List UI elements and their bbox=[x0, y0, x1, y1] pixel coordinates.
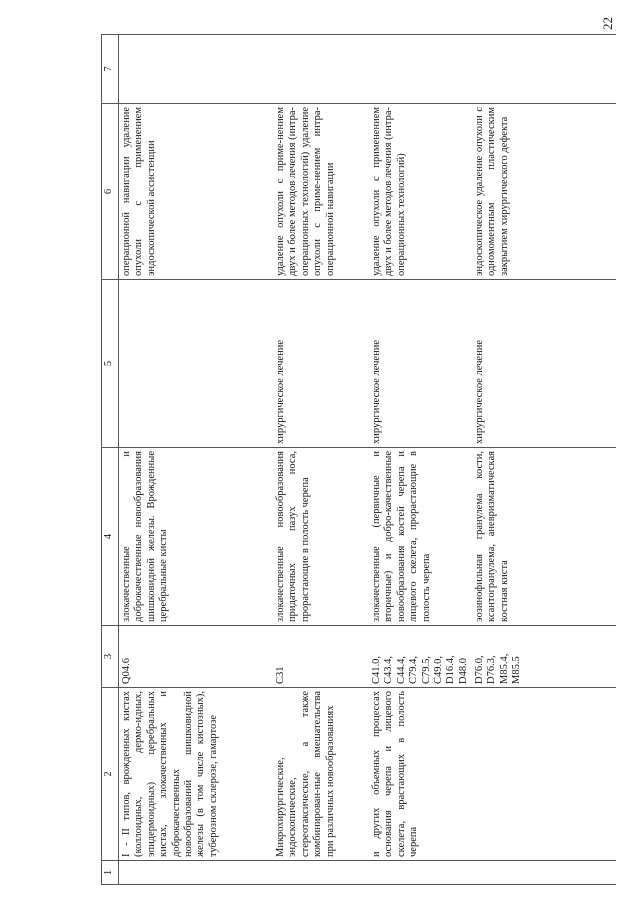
cell-technology-name: I - II типов, врожденных кистах (коллоидных, дермо-идных, эпидермоидных) церебральных кистах, злокачественных и доброкачественных новообразований шишковидной железы (в том числе кистозных), туберозном склерозе, гамартозе bbox=[119, 688, 274, 861]
cell-norm bbox=[273, 35, 369, 104]
cell-norm bbox=[119, 35, 274, 104]
cell-treatment-method: удаление опухоли с применением двух и более методов лечения (интра-операционных технологий) bbox=[369, 104, 472, 280]
cell-treatment-type: хирургическое лечение bbox=[472, 280, 616, 448]
table-row bbox=[119, 35, 274, 885]
cell-number bbox=[273, 861, 369, 885]
cell-norm bbox=[369, 35, 472, 104]
cell-treatment-method: операционной навигации удаление опухоли с применением эндоскопической ассистенции bbox=[119, 104, 274, 280]
table-row bbox=[472, 35, 616, 885]
cell-technology-name: Микрохирургические, эндоскопические, стереотаксические, а также комбинирован-ные вмешательства при различных новообразованиях bbox=[273, 688, 369, 861]
cell-patient-model: злокачественные и доброкачественные новообразования шишковидной железы. Врожденные церебральные кисты bbox=[119, 448, 274, 626]
header-col-4: 4 bbox=[102, 448, 119, 626]
cell-number bbox=[369, 861, 472, 885]
cell-patient-model: эозинофильная гранулема кости, ксантогранулема, аневризматическая костная киста bbox=[472, 448, 616, 626]
cell-patient-model: злокачественные новообразования придаточных пазух носа, прорастающие в полость черепа bbox=[273, 448, 369, 626]
cell-icd-codes: C31 bbox=[273, 626, 369, 688]
header-col-1: 1 bbox=[102, 861, 119, 885]
cell-patient-model: злокачественные (первичные и вторичные) и добро-качественные новообразования костей черепа и лицевого скелета, прорастающие в полость черепа bbox=[369, 448, 472, 626]
cell-treatment-type: хирургическое лечение bbox=[369, 280, 472, 448]
header-col-7: 7 bbox=[102, 35, 119, 104]
table-row bbox=[369, 35, 472, 885]
header-col-5: 5 bbox=[102, 280, 119, 448]
table-header-row bbox=[102, 35, 119, 885]
header-col-6: 6 bbox=[102, 104, 119, 280]
header-col-3: 3 bbox=[102, 626, 119, 688]
cell-treatment-method: удаление опухоли с приме-нением двух и более методов лечения (интра-операционных технологий) удаление опухоли с приме-нением интра-операционной навигации bbox=[273, 104, 369, 280]
cell-treatment-type: хирургическое лечение bbox=[273, 280, 369, 448]
cell-technology-name bbox=[472, 688, 616, 861]
header-col-2: 2 bbox=[102, 688, 119, 861]
cell-number bbox=[472, 861, 616, 885]
cell-treatment-type bbox=[119, 280, 274, 448]
cell-norm bbox=[472, 35, 616, 104]
page-number: 22 bbox=[600, 17, 615, 30]
table-row bbox=[273, 35, 369, 885]
cell-technology-name: и других объемных процессах основания черепа и лицевого скелета, врастающих в полость черепа bbox=[369, 688, 472, 861]
cell-icd-codes: Q04.6 bbox=[119, 626, 274, 688]
rotated-table-container bbox=[101, 35, 599, 885]
cell-icd-codes: D76.0, D76.3, M85.4, M85.5 bbox=[472, 626, 616, 688]
cell-treatment-method: эндоскопическое удаление опухоли с одномоментным пластическим закрытием хирургического дефекта bbox=[472, 104, 616, 280]
cell-icd-codes: C41.0, C43.4, C44.4, C79.4, C79.5, C49.0, D16.4, D48.0 bbox=[369, 626, 472, 688]
medical-procedures-table bbox=[101, 34, 616, 885]
cell-number bbox=[119, 861, 274, 885]
